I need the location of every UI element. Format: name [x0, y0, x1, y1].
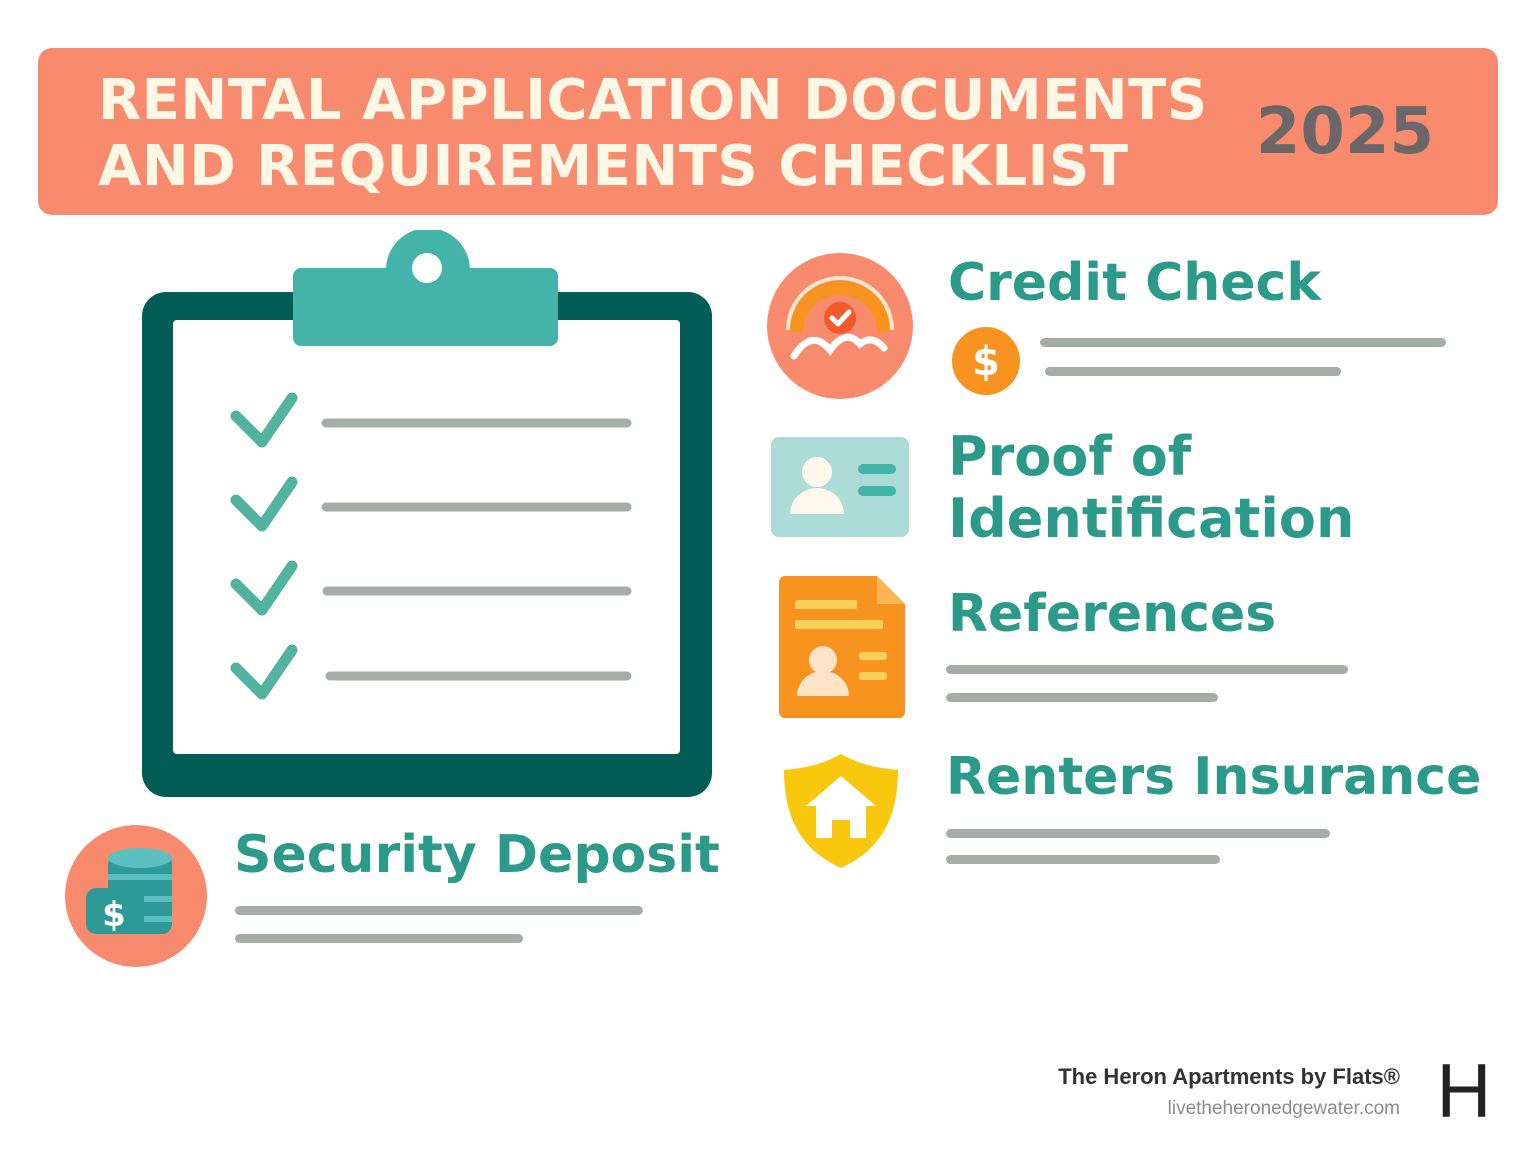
- money-stack-icon: [64, 824, 208, 968]
- dollar-coin-icon: [950, 326, 1022, 396]
- svg-text:$: $: [972, 339, 1000, 385]
- page-title: [98, 68, 1238, 200]
- brand-url: livetheheronedgewater.com: [1167, 1098, 1400, 1119]
- references-heading: References: [948, 584, 1277, 644]
- title-line-2: AND REQUIREMENTS CHECKLIST: [98, 134, 1129, 199]
- credit-text-line: [1045, 367, 1341, 376]
- insurance-text-line: [946, 855, 1220, 864]
- references-text-line: [946, 665, 1348, 674]
- brand-name: The Heron Apartments by Flats®: [1058, 1064, 1400, 1089]
- id-card-icon: [770, 436, 910, 538]
- references-text-line: [946, 693, 1218, 702]
- svg-text:$: $: [102, 895, 126, 935]
- reference-document-icon: [779, 576, 905, 718]
- house-shield-icon: [782, 752, 900, 870]
- security-deposit-heading: Security Deposit: [234, 825, 720, 885]
- credit-text-line: [1040, 338, 1446, 347]
- clipboard-checklist-icon: [140, 230, 715, 800]
- brand-logo-icon: H: [1436, 1049, 1492, 1134]
- title-line-1: RENTAL APPLICATION DOCUMENTS: [98, 68, 1208, 133]
- credit-gauge-icon: [766, 252, 914, 400]
- renters-insurance-heading: Renters Insurance: [946, 747, 1482, 807]
- insurance-text-line: [946, 829, 1330, 838]
- proof-of-identification-heading: [948, 426, 1354, 550]
- year-label: 2025: [1255, 95, 1434, 169]
- id-heading-line-1: Proof of: [948, 425, 1192, 488]
- credit-check-heading: Credit Check: [948, 253, 1321, 313]
- deposit-text-line: [235, 906, 643, 915]
- title-banner: [38, 48, 1498, 215]
- id-heading-line-2: Identification: [948, 487, 1355, 550]
- deposit-text-line: [235, 934, 523, 943]
